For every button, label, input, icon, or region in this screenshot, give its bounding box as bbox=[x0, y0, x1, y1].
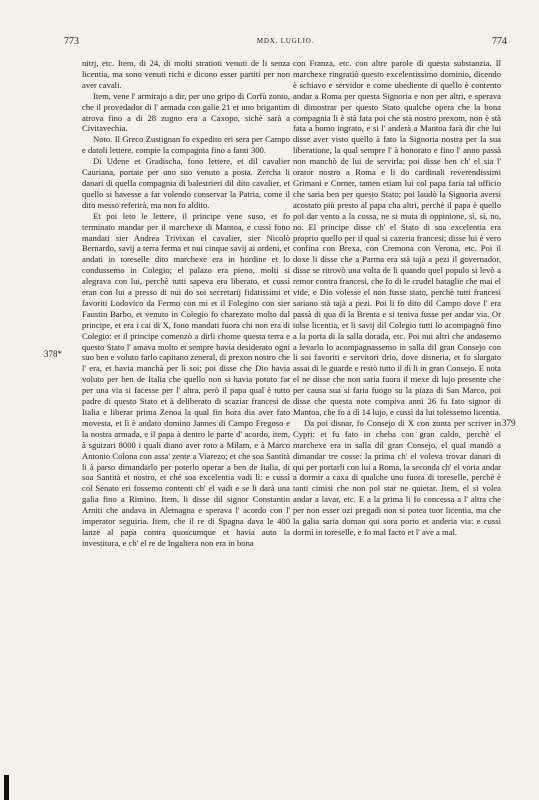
margin-note-left: 378* bbox=[44, 349, 62, 359]
margin-note-right: 379 bbox=[502, 418, 516, 428]
page-number-left: 773 bbox=[64, 36, 79, 47]
page-number-right: 774 bbox=[492, 36, 507, 47]
text-column-left bbox=[82, 58, 290, 549]
paragraph: Item, vene l' armirajo a dir, per uno gripo di Corfù zonto, che il provedador di l' armada con galie 21 et uno brigantim atrova fino a di 28 zugno era a Caxopo, sichè sarà a Civitavechia. bbox=[82, 90, 290, 134]
paragraph: Da poi disnar, fo Consejo di X con zonta per scriver in Cypri: et fu fato in cheba con gran caldo, perchè el marchexe era in salla dil gran Consejo, el qual mandò a dimandar tre cosse: la prima ch' el voleva trovar danari di qui per portarli con lui a Roma, la seconda ch' el voria andar a dormir a caxa di qualche uno fuora di toreselle, perchè è tanti cimisi che non pol star ne quietar. Item, el si volea andar a lavar, etc. E a la prima li fo concessa a l' altra che per non esser ozi pregadi non si potea tuor licentia, ma che la galia saria doman qui sora porto et anderia via: e cussì dormì in toreselle, e fo mal facto et l' ave a mal. bbox=[293, 417, 501, 537]
page-header bbox=[64, 36, 507, 50]
binding-edge bbox=[4, 775, 9, 800]
text-column-right bbox=[293, 58, 501, 538]
paragraph: Noto. Il Greco Zustignan fo expedito eri sera per Campo e datoli lettere, compie la compagnia fino a fanti 300. bbox=[82, 134, 290, 156]
paragraph: Di Udene et Gradischa, fono lettere, et dil cavalier Cauriana, portate per uno suo venuto a posta. Zercha li danari di quella compagnia di balestrieri dil dito cavalier, et quello si havesse a far volendo conservar la Patria, come il dito messo referirà, ma non fo aldito. bbox=[82, 156, 290, 210]
paragraph: nitrj, etc. Item, di 24, di molti stratioti venuti de li senza licentia, ma sono venuti richi e dicono esser partiti per non aver cavali. bbox=[82, 58, 290, 90]
running-title: MDX, LUGLIO. bbox=[256, 37, 315, 45]
paragraph: con Franza, etc. con altre parole di questa substanzia. Il marchexe ringratiò questo excelentissimo dominio, dicendo è schiavo e servidor e come ubediente di quello è contento andar a Roma per questa Signoria e non per altri, e sperava di dimostrar per questo Stato qualche opera che la bona compagnia li è stà fata poi che stà nostro prexom, non è stà fata a homo ingrato, e si l' anderà a Mantoa farà dir che lui disse aver visto quello à fato la Signoria nostra per la sua liberatione, la qual sempre l' à honorato e fino l' anno passà non manchò de lui de servirla; poi disse ben ch' el sia l' orator nostro a Roma e li do cardinali reverendissimi Grimani e Corner, tamen etiam lui col papa faria tal officio che saria ben per questo Stato; poi laudò la Signoria aversi acostato più presto al papa cha altri, perchè il papa è quello pol dar vento a la cossa, ne si muta di oppinione, sì, sì, no, no. El principe disse ch' el Stato di soa excelentia era proprio quello per il qual si cazeria francesi; disse lui è vero confina con Brexa, con Cremona con Verona, etc. Poi il doxe li disse che a Parma era stà tajà a pezi il governador, disse se ritrovò una volta de li quando quel populo si levò a remor contra francesi, che fo di le crudel bataglie che mai el vide, e Dio volesse el non fusse stato, perchè tutti francesi sariano stà tajà a pezi. Poi li fo dito dil Campo dove l' era passà di qua di la Brenta e si teniva fusse per andar via. Or tolse licentia, et li savij dil Colegio tutti lo acompagnò fino a la porta di la salla dorada, etc. Poi nui altri che andasemo a levarlo lo acompagnassemo in salla dil gran Consejo con li soi favoriti e servitori drio, dove disneria, et fo slargato assai di le guarde e restò tutto il dì li in gran Consejo. E nota el ne disse che non saria fuora il mexe di lujo presente che per causa sua si faria fuogo su la piaza di San Marco, poi disse che questa note compiva anni 26 fu fato signor di Mantoa, che fo a dì 14 lujo, e cussì da lui tolessemo licentia. bbox=[293, 58, 501, 417]
paragraph: Et poi leto le lettere, il principe vene suso, et fo terminato mandar per il marchexe di Mantoa, e cussì fono mandati sier Andrea Trivixan el cavalier, sier Nicolò Bernardo, savij a terra ferma et nui cinque savij ai ordeni, et andati in toreselle dito marchexe era in hordine et lo condussemo in Colegio; el palazo era pieno, molti si alegrava con lui, perchè tutti sapeva era liberato, et cussì eran con lui a presso di nui do soi secretarij fidatissimi et favoriti Lodovico da Fermo con mi et il Folegino con sier Faustin Barbo, et venuto in Colegio fo charezato molto dal principe, et era i cai di X, fono mandati fuora chi non era di Colegio: et il principe comenzò a dirli chome questa terra e questo Stato l' amava molto et sempre havia desiderato ogni suo ben e voluto farlo capitano zeneral, di prexon nostro che l' era, et havia manchà per lì soi; poi disse che Dio havia voluto per ben de Italia che quello non si havia potuto far per una via si facesse per l' altra, però il papa qual è tutto padre di questo Stato et à deliberato di scaziar francesi de Italia e liberar prima Zenoa la qual fin hora dia aver fato movesta, et lì è andato domino Jannes di Campo Fregoso e la nostra armada, e il papa à dentro le parte d' acordo, item, à sguizari 8000 i quali diano aver roto a Milam, e à Marco Antonio Colona con assa' zente a Viarezo; et che soa Santità li à parso dimandarlo per poterlo operar a ben de Italia, di soa Santità et nostro, et ché soa excelentia vadi lì: e cussì col Senato eri fossemo contenti ch' el vadi e se li darà una galia fino a Rimino. Item, li disse dil signor Constantin Arniti che andava in Alemagna e sperava l' acordo con l' imperator seguiria. Item, che il re di Spagna dava le 400 lanze al papa contra quoscumque et havia auto la investitura, e ch' el re de Ingaltera non era in bona bbox=[82, 210, 290, 548]
